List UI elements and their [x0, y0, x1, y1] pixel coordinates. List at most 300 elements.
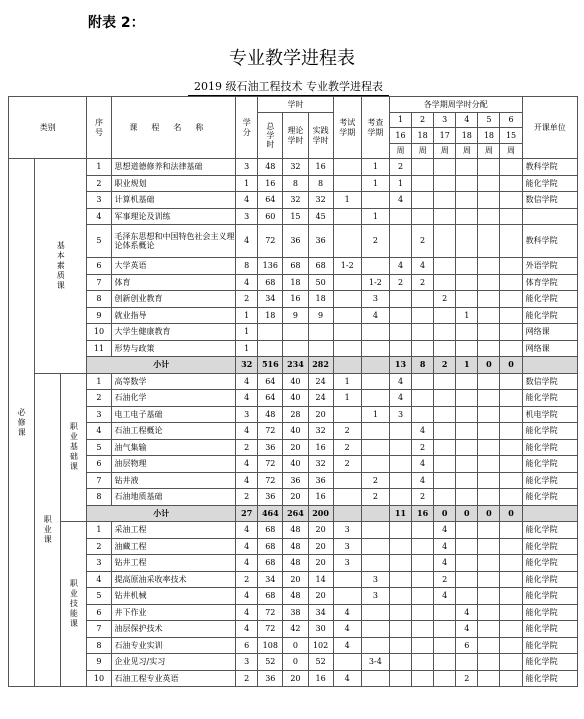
course-weekly-hours — [389, 555, 411, 572]
course-seq: 11 — [87, 340, 111, 357]
course-practice-hours: 52 — [308, 654, 333, 671]
course-weekly-hours: 4 — [434, 588, 456, 605]
course-theory-hours: 0 — [283, 654, 308, 671]
course-name: 石油地质基础 — [111, 489, 236, 506]
course-weekly-hours: 2 — [412, 274, 434, 291]
course-theory-hours: 18 — [283, 274, 308, 291]
course-name: 油层物理 — [111, 456, 236, 473]
course-weekly-hours — [500, 604, 522, 621]
course-weekly-hours — [389, 291, 411, 308]
header-category: 类别 — [9, 97, 87, 159]
course-weekly-hours — [500, 670, 522, 687]
course-weekly-hours: 4 — [412, 456, 434, 473]
course-name: 油气集输 — [111, 439, 236, 456]
course-weekly-hours: 2 — [412, 439, 434, 456]
course-exam-semester: 2 — [333, 423, 361, 440]
course-weekly-hours — [434, 159, 456, 176]
course-name: 毛泽东思想和中国特色社会主义理论体系概论 — [111, 225, 236, 258]
course-seq: 3 — [87, 555, 111, 572]
table-row — [9, 472, 578, 489]
course-check-semester — [361, 637, 389, 654]
course-total-hours: 34 — [258, 571, 283, 588]
course-weekly-hours — [500, 439, 522, 456]
course-unit: 网络课 — [522, 340, 577, 357]
course-weekly-hours — [434, 604, 456, 621]
course-seq: 7 — [87, 274, 111, 291]
course-weekly-hours: 2 — [434, 571, 456, 588]
course-exam-semester: 2 — [333, 439, 361, 456]
subtotal-weekly-hours: 0 — [456, 505, 478, 522]
course-seq: 1 — [87, 522, 111, 539]
course-practice-hours: 20 — [308, 522, 333, 539]
course-weekly-hours — [434, 390, 456, 407]
course-name: 大学生健康教育 — [111, 324, 236, 341]
course-unit: 网络课 — [522, 324, 577, 341]
course-practice-hours: 34 — [308, 604, 333, 621]
course-total-hours: 16 — [258, 175, 283, 192]
course-weekly-hours — [389, 489, 411, 506]
header-hours: 学时 — [258, 97, 333, 113]
course-weekly-hours — [478, 423, 500, 440]
course-name: 体育 — [111, 274, 236, 291]
course-total-hours: 72 — [258, 472, 283, 489]
course-weekly-hours — [389, 604, 411, 621]
course-weekly-hours — [434, 340, 456, 357]
course-practice-hours: 24 — [308, 373, 333, 390]
course-total-hours: 60 — [258, 208, 283, 225]
course-credit: 1 — [236, 324, 258, 341]
course-credit: 3 — [236, 654, 258, 671]
course-weekly-hours: 2 — [434, 291, 456, 308]
course-weekly-hours: 2 — [389, 274, 411, 291]
course-check-semester — [361, 555, 389, 572]
course-total-hours: 68 — [258, 588, 283, 605]
table-row — [9, 373, 578, 390]
course-credit: 1 — [236, 340, 258, 357]
course-weekly-hours — [500, 423, 522, 440]
course-weekly-hours — [434, 637, 456, 654]
course-exam-semester: 1 — [333, 373, 361, 390]
course-theory-hours: 38 — [283, 604, 308, 621]
appendix-label: 附表 2： — [88, 15, 145, 31]
course-weekly-hours — [389, 588, 411, 605]
course-weekly-hours — [478, 291, 500, 308]
course-unit: 能化学院 — [522, 604, 577, 621]
course-seq: 3 — [87, 406, 111, 423]
course-practice-hours: 16 — [308, 159, 333, 176]
course-theory-hours: 8 — [283, 175, 308, 192]
course-weekly-hours — [478, 225, 500, 258]
course-unit: 教科学院 — [522, 225, 577, 258]
course-credit: 4 — [236, 192, 258, 209]
course-unit: 机电学院 — [522, 406, 577, 423]
course-total-hours: 34 — [258, 291, 283, 308]
course-practice-hours: 24 — [308, 390, 333, 407]
course-unit: 能化学院 — [522, 489, 577, 506]
course-weekly-hours: 4 — [456, 604, 478, 621]
subtotal-weekly-hours: 0 — [478, 505, 500, 522]
course-exam-semester — [333, 225, 361, 258]
course-weekly-hours — [478, 472, 500, 489]
table-row — [9, 192, 578, 209]
table-subtitle: 2019 级石油工程技术 专业教学进程表 — [188, 78, 389, 96]
course-name: 石油工程概论 — [111, 423, 236, 440]
course-weekly-hours — [389, 571, 411, 588]
course-name: 形势与政策 — [111, 340, 236, 357]
course-check-semester — [361, 621, 389, 638]
header-practice-hours: 实践 学时 — [308, 113, 333, 159]
table-row — [9, 390, 578, 407]
course-practice-hours: 32 — [308, 192, 333, 209]
course-weekly-hours — [478, 670, 500, 687]
course-theory-hours: 9 — [283, 307, 308, 324]
course-weekly-hours — [412, 208, 434, 225]
course-exam-semester — [333, 588, 361, 605]
table-row — [9, 456, 578, 473]
course-practice-hours — [308, 340, 333, 357]
course-exam-semester: 4 — [333, 604, 361, 621]
course-name: 石油工程专业英语 — [111, 670, 236, 687]
course-seq: 6 — [87, 456, 111, 473]
course-check-semester: 2 — [361, 225, 389, 258]
course-weekly-hours — [389, 472, 411, 489]
course-exam-semester — [333, 654, 361, 671]
course-unit: 数信学院 — [522, 192, 577, 209]
course-theory-hours: 32 — [283, 159, 308, 176]
subtotal-unit — [522, 505, 577, 522]
course-weekly-hours: 6 — [456, 637, 478, 654]
course-weekly-hours: 4 — [412, 258, 434, 275]
course-weekly-hours — [456, 406, 478, 423]
course-weekly-hours — [456, 373, 478, 390]
course-weekly-hours — [434, 423, 456, 440]
course-practice-hours: 45 — [308, 208, 333, 225]
course-seq: 7 — [87, 621, 111, 638]
page-title: 专业教学进程表 — [229, 48, 355, 69]
course-theory-hours: 20 — [283, 489, 308, 506]
course-total-hours: 36 — [258, 439, 283, 456]
course-unit: 能化学院 — [522, 175, 577, 192]
course-weekly-hours — [478, 373, 500, 390]
course-weekly-hours — [478, 390, 500, 407]
table-row — [9, 588, 578, 605]
course-weekly-hours — [412, 159, 434, 176]
course-total-hours: 68 — [258, 522, 283, 539]
course-name: 大学英语 — [111, 258, 236, 275]
category-voc-skill: 职 业 技 能 课 — [61, 522, 87, 687]
course-unit: 教科学院 — [522, 159, 577, 176]
course-weekly-hours — [500, 654, 522, 671]
course-seq: 2 — [87, 390, 111, 407]
course-exam-semester — [333, 307, 361, 324]
header-theory-hours: 理论 学时 — [283, 113, 308, 159]
course-practice-hours: 14 — [308, 571, 333, 588]
course-seq: 8 — [87, 489, 111, 506]
course-theory-hours: 32 — [283, 192, 308, 209]
course-unit: 能化学院 — [522, 654, 577, 671]
course-check-semester: 4 — [361, 307, 389, 324]
table-row — [9, 324, 578, 341]
course-name: 电工电子基础 — [111, 406, 236, 423]
course-unit: 能化学院 — [522, 472, 577, 489]
course-seq: 3 — [87, 192, 111, 209]
course-weekly-hours — [389, 324, 411, 341]
course-practice-hours: 30 — [308, 621, 333, 638]
course-weekly-hours: 4 — [456, 621, 478, 638]
course-weekly-hours — [456, 258, 478, 275]
table-row — [9, 654, 578, 671]
course-weekly-hours — [456, 456, 478, 473]
course-check-semester: 3 — [361, 571, 389, 588]
course-weekly-hours — [434, 621, 456, 638]
subtotal-practice-hours: 282 — [308, 357, 333, 374]
course-weekly-hours — [478, 654, 500, 671]
course-theory-hours: 48 — [283, 588, 308, 605]
course-practice-hours: 20 — [308, 406, 333, 423]
course-check-semester — [361, 456, 389, 473]
course-unit: 能化学院 — [522, 291, 577, 308]
header-credit: 学 分 — [236, 97, 258, 159]
course-check-semester: 1 — [361, 406, 389, 423]
course-weekly-hours: 4 — [412, 472, 434, 489]
course-weekly-hours — [434, 175, 456, 192]
course-credit: 4 — [236, 274, 258, 291]
course-unit: 能化学院 — [522, 538, 577, 555]
table-row — [9, 439, 578, 456]
course-total-hours: 18 — [258, 307, 283, 324]
course-check-semester: 2 — [361, 472, 389, 489]
course-weekly-hours — [434, 670, 456, 687]
course-weekly-hours — [500, 192, 522, 209]
table-row — [9, 555, 578, 572]
course-unit: 能化学院 — [522, 571, 577, 588]
course-total-hours: 36 — [258, 670, 283, 687]
course-exam-semester: 3 — [333, 522, 361, 539]
semester-week-unit: 周 — [456, 144, 478, 159]
course-practice-hours: 16 — [308, 489, 333, 506]
semester-weeks: 15 — [500, 128, 522, 144]
course-weekly-hours — [500, 258, 522, 275]
semester-number: 3 — [434, 113, 456, 128]
course-check-semester — [361, 373, 389, 390]
category-voc-basic: 职 业 基 础 课 — [61, 373, 87, 522]
semester-weeks: 18 — [456, 128, 478, 144]
table-row — [9, 340, 578, 357]
course-credit: 2 — [236, 439, 258, 456]
course-weekly-hours — [389, 522, 411, 539]
semester-week-unit: 周 — [478, 144, 500, 159]
semester-number: 5 — [478, 113, 500, 128]
category-basic: 基 本 素 质 课 — [35, 159, 87, 374]
course-weekly-hours — [500, 489, 522, 506]
course-name: 石油专业实训 — [111, 637, 236, 654]
course-credit: 3 — [236, 208, 258, 225]
course-name: 军事理论及训练 — [111, 208, 236, 225]
course-seq: 10 — [87, 324, 111, 341]
course-total-hours: 68 — [258, 274, 283, 291]
course-weekly-hours — [500, 324, 522, 341]
course-theory-hours: 48 — [283, 522, 308, 539]
course-practice-hours: 20 — [308, 555, 333, 572]
course-unit — [522, 208, 577, 225]
course-exam-semester: 4 — [333, 637, 361, 654]
course-theory-hours: 16 — [283, 291, 308, 308]
course-seq: 1 — [87, 373, 111, 390]
course-check-semester: 1-2 — [361, 274, 389, 291]
course-unit: 数信学院 — [522, 373, 577, 390]
course-weekly-hours — [456, 192, 478, 209]
course-credit: 6 — [236, 637, 258, 654]
course-seq: 10 — [87, 670, 111, 687]
course-practice-hours: 18 — [308, 291, 333, 308]
course-weekly-hours — [500, 555, 522, 572]
course-credit: 4 — [236, 390, 258, 407]
course-credit: 4 — [236, 423, 258, 440]
course-credit: 2 — [236, 571, 258, 588]
course-weekly-hours — [412, 307, 434, 324]
course-exam-semester — [333, 472, 361, 489]
course-credit: 4 — [236, 456, 258, 473]
course-weekly-hours — [389, 423, 411, 440]
course-weekly-hours — [434, 439, 456, 456]
course-weekly-hours: 4 — [389, 192, 411, 209]
subtotal-theory-hours: 234 — [283, 357, 308, 374]
subtotal-total-hours: 464 — [258, 505, 283, 522]
table-row — [9, 670, 578, 687]
course-weekly-hours — [456, 439, 478, 456]
semester-weeks: 16 — [389, 128, 411, 144]
course-name: 提高原油采收率技术 — [111, 571, 236, 588]
course-weekly-hours — [478, 274, 500, 291]
table-row — [9, 159, 578, 176]
course-credit: 4 — [236, 588, 258, 605]
course-weekly-hours — [500, 291, 522, 308]
course-weekly-hours — [500, 175, 522, 192]
course-check-semester — [361, 670, 389, 687]
course-seq: 6 — [87, 258, 111, 275]
course-weekly-hours — [478, 571, 500, 588]
course-seq: 6 — [87, 604, 111, 621]
course-credit: 4 — [236, 522, 258, 539]
course-weekly-hours — [500, 307, 522, 324]
course-theory-hours: 48 — [283, 538, 308, 555]
course-name: 钻井液 — [111, 472, 236, 489]
course-weekly-hours — [500, 406, 522, 423]
course-weekly-hours — [500, 208, 522, 225]
course-theory-hours — [283, 324, 308, 341]
course-exam-semester — [333, 324, 361, 341]
course-weekly-hours — [389, 307, 411, 324]
course-weekly-hours — [500, 456, 522, 473]
course-weekly-hours — [412, 373, 434, 390]
course-weekly-hours: 2 — [389, 159, 411, 176]
course-weekly-hours — [434, 654, 456, 671]
semester-week-unit: 周 — [500, 144, 522, 159]
course-name: 采油工程 — [111, 522, 236, 539]
table-row — [9, 258, 578, 275]
course-weekly-hours — [456, 208, 478, 225]
subtotal-weekly-hours: 8 — [412, 357, 434, 374]
course-total-hours: 36 — [258, 489, 283, 506]
course-total-hours: 72 — [258, 423, 283, 440]
course-seq: 2 — [87, 175, 111, 192]
course-check-semester — [361, 604, 389, 621]
course-practice-hours: 36 — [308, 472, 333, 489]
table-row — [9, 489, 578, 506]
course-practice-hours: 16 — [308, 439, 333, 456]
course-exam-semester: 2 — [333, 456, 361, 473]
course-weekly-hours — [500, 225, 522, 258]
course-practice-hours: 32 — [308, 423, 333, 440]
course-total-hours: 72 — [258, 225, 283, 258]
course-name: 钻井工程 — [111, 555, 236, 572]
course-weekly-hours — [434, 456, 456, 473]
course-weekly-hours — [456, 588, 478, 605]
course-credit: 2 — [236, 670, 258, 687]
course-credit: 4 — [236, 555, 258, 572]
course-weekly-hours — [412, 291, 434, 308]
course-credit: 2 — [236, 291, 258, 308]
course-weekly-hours — [500, 637, 522, 654]
course-check-semester: 2 — [361, 489, 389, 506]
course-weekly-hours — [478, 208, 500, 225]
course-check-semester — [361, 522, 389, 539]
table-row — [9, 208, 578, 225]
course-weekly-hours — [412, 340, 434, 357]
course-weekly-hours — [412, 555, 434, 572]
course-name: 井下作业 — [111, 604, 236, 621]
subtotal-exam — [333, 357, 361, 374]
course-name: 就业指导 — [111, 307, 236, 324]
course-unit: 能化学院 — [522, 423, 577, 440]
semester-number: 4 — [456, 113, 478, 128]
course-unit: 能化学院 — [522, 456, 577, 473]
course-check-semester: 3-4 — [361, 654, 389, 671]
header-weekly-distribution: 各学期周学时分配 — [389, 97, 522, 113]
course-seq: 7 — [87, 472, 111, 489]
table-row — [9, 291, 578, 308]
course-total-hours: 64 — [258, 390, 283, 407]
semester-weeks: 18 — [412, 128, 434, 144]
course-exam-semester: 1 — [333, 390, 361, 407]
course-exam-semester — [333, 159, 361, 176]
course-theory-hours: 40 — [283, 390, 308, 407]
course-weekly-hours — [478, 489, 500, 506]
subtotal-weekly-hours: 13 — [389, 357, 411, 374]
course-exam-semester: 4 — [333, 670, 361, 687]
course-weekly-hours: 4 — [389, 390, 411, 407]
course-practice-hours: 36 — [308, 225, 333, 258]
course-unit: 能化学院 — [522, 588, 577, 605]
course-credit: 1 — [236, 307, 258, 324]
subtotal-weekly-hours: 0 — [500, 357, 522, 374]
course-seq: 4 — [87, 208, 111, 225]
course-weekly-hours — [434, 208, 456, 225]
course-weekly-hours — [434, 274, 456, 291]
course-weekly-hours — [434, 258, 456, 275]
course-weekly-hours — [500, 621, 522, 638]
course-practice-hours: 20 — [308, 538, 333, 555]
table-row — [9, 225, 578, 258]
course-weekly-hours — [389, 439, 411, 456]
course-weekly-hours: 2 — [412, 489, 434, 506]
course-weekly-hours — [456, 324, 478, 341]
course-weekly-hours — [389, 225, 411, 258]
course-unit: 外语学院 — [522, 258, 577, 275]
course-weekly-hours — [456, 522, 478, 539]
course-weekly-hours: 4 — [434, 538, 456, 555]
course-name: 计算机基础 — [111, 192, 236, 209]
